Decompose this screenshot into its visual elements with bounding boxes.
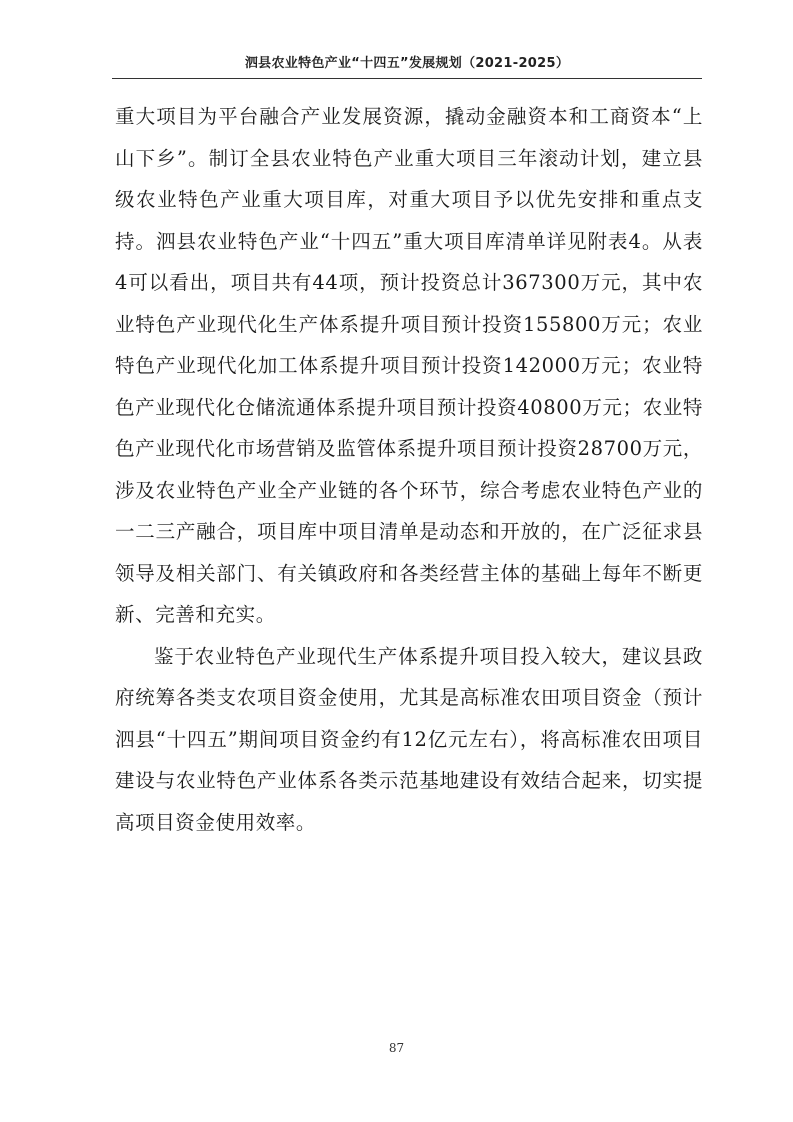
paragraph-recommendation: 鉴于农业特色产业现代生产体系提升项目投入较大，建议县政府统筹各类支农项目资金使用，尤其是高标准农田项目资金（预计泗县“十四五”期间项目资金约有12亿元左右），将高标准农田项目建设与农业特色产业体系各类示范基地建设有效结合起来，切实提高项目资金使用效率。 — [115, 644, 703, 834]
body-text — [115, 96, 703, 843]
header-divider — [112, 78, 702, 79]
page-number: 87 — [388, 1041, 405, 1055]
paragraph-continued: 重大项目为平台融合产业发展资源，撬动金融资本和工商资本“上山下乡”。制订全县农业特色产业重大项目三年滚动计划，建立县级农业特色产业重大项目库，对重大项目予以优先安排和重点支持。泗县农业特色产业“十四五”重大项目库清单详见附表4。从表4可以看出，项目共有44项，预计投资总计367300万元，其中农业特色产业现代化生产体系提升项目预计投资155800万元；农业特色产业现代化加工体系提升项目预计投资142000万元；农业特色产业现代化仓储流通体系提升项目预计投资40800万元；农业特色产业现代化市场营销及监管体系提升项目预计投资28700万元，涉及农业特色产业全产业链的各个环节，综合考虑农业特色产业的一二三产融合，项目库中项目清单是动态和开放的，在广泛征求县领导及相关部门、有关镇政府和各类经营主体的基础上每年不断更新、完善和充实。 — [115, 105, 703, 626]
running-header-title: 泗县农业特色产业“十四五”发展规划（2021-2025） — [244, 56, 570, 71]
